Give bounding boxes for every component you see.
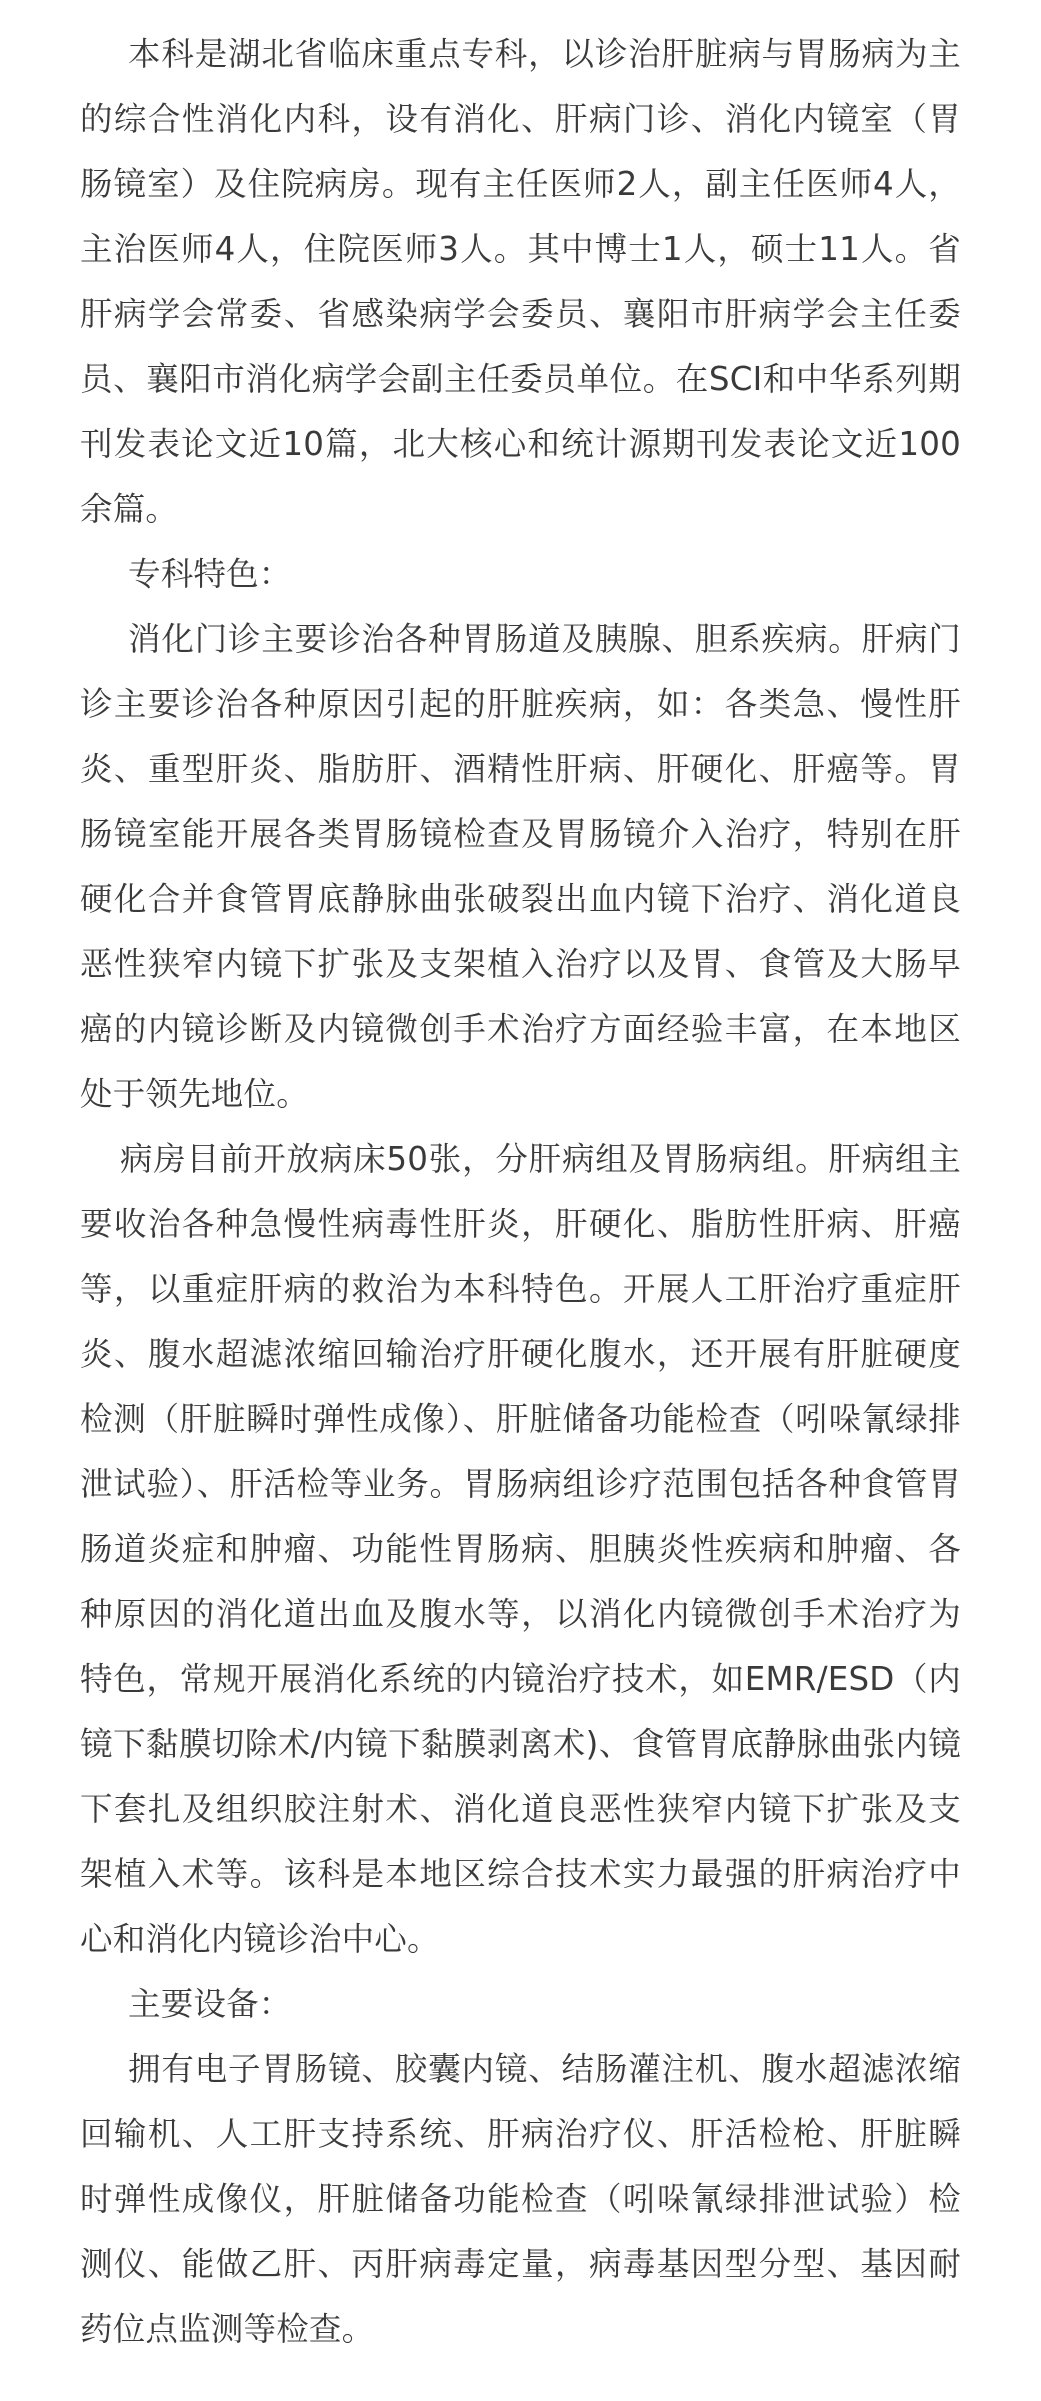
intro-paragraph: 本科是湖北省临床重点专科，以诊治肝脏病与胃肠病为主的综合性消化内科，设有消化、肝病门诊、消化内镜室（胃肠镜室）及住院病房。现有主任医师2人，副主任医师4人，主治医师4人，住院医师3人。其中博士1人，硕士11人。省肝病学会常委、省感染病学会委员、襄阳市肝病学会主任委员、襄阳市消化病学会副主任委员单位。在SCI和中华系列期刊发表论文近10篇，北大核心和统计源期刊发表论文近100余篇。 [80, 35, 961, 528]
features-paragraph-clinics: 消化门诊主要诊治各种胃肠道及胰腺、胆系疾病。肝病门诊主要诊治各种原因引起的肝脏疾病，如：各类急、慢性肝炎、重型肝炎、脂肪肝、酒精性肝病、肝硬化、肝癌等。胃肠镜室能开展各类胃肠镜检查及胃肠镜介入治疗，特别在肝硬化合并食管胃底静脉曲张破裂出血内镜下治疗、消化道良恶性狭窄内镜下扩张及支架植入治疗以及胃、食管及大肠早癌的内镜诊断及内镜微创手术治疗方面经验丰富，在本地区处于领先地位。 [80, 620, 961, 1113]
features-heading: 专科特色： [128, 555, 292, 593]
equipment-heading: 主要设备： [128, 1985, 292, 2023]
equipment-paragraph: 拥有电子胃肠镜、胶囊内镜、结肠灌注机、腹水超滤浓缩回输机、人工肝支持系统、肝病治疗仪、肝活检枪、肝脏瞬时弹性成像仪，肝脏储备功能检查（吲哚氰绿排泄试验）检测仪、能做乙肝、丙肝病毒定量，病毒基因型分型、基因耐药位点监测等检查。 [80, 2050, 961, 2348]
features-paragraph-ward: 病房目前开放病床50张，分肝病组及胃肠病组。肝病组主要收治各种急慢性病毒性肝炎，肝硬化、脂肪性肝病、肝癌等，以重症肝病的救治为本科特色。开展人工肝治疗重症肝炎、腹水超滤浓缩回输治疗肝硬化腹水，还开展有肝脏硬度检测（肝脏瞬时弹性成像）、肝脏储备功能检查（吲哚氰绿排泄试验）、肝活检等业务。胃肠病组诊疗范围包括各种食管胃肠道炎症和肿瘤、功能性胃肠病、胆胰炎性疾病和肿瘤、各种原因的消化道出血及腹水等，以消化内镜微创手术治疗为特色，常规开展消化系统的内镜治疗技术，如EMR/ESD（内镜下黏膜切除术/内镜下黏膜剥离术)、食管胃底静脉曲张内镜下套扎及组织胶注射术、消化道良恶性狭窄内镜下扩张及支架植入术等。该科是本地区综合技术实力最强的肝病治疗中心和消化内镜诊治中心。 [80, 1140, 961, 1958]
